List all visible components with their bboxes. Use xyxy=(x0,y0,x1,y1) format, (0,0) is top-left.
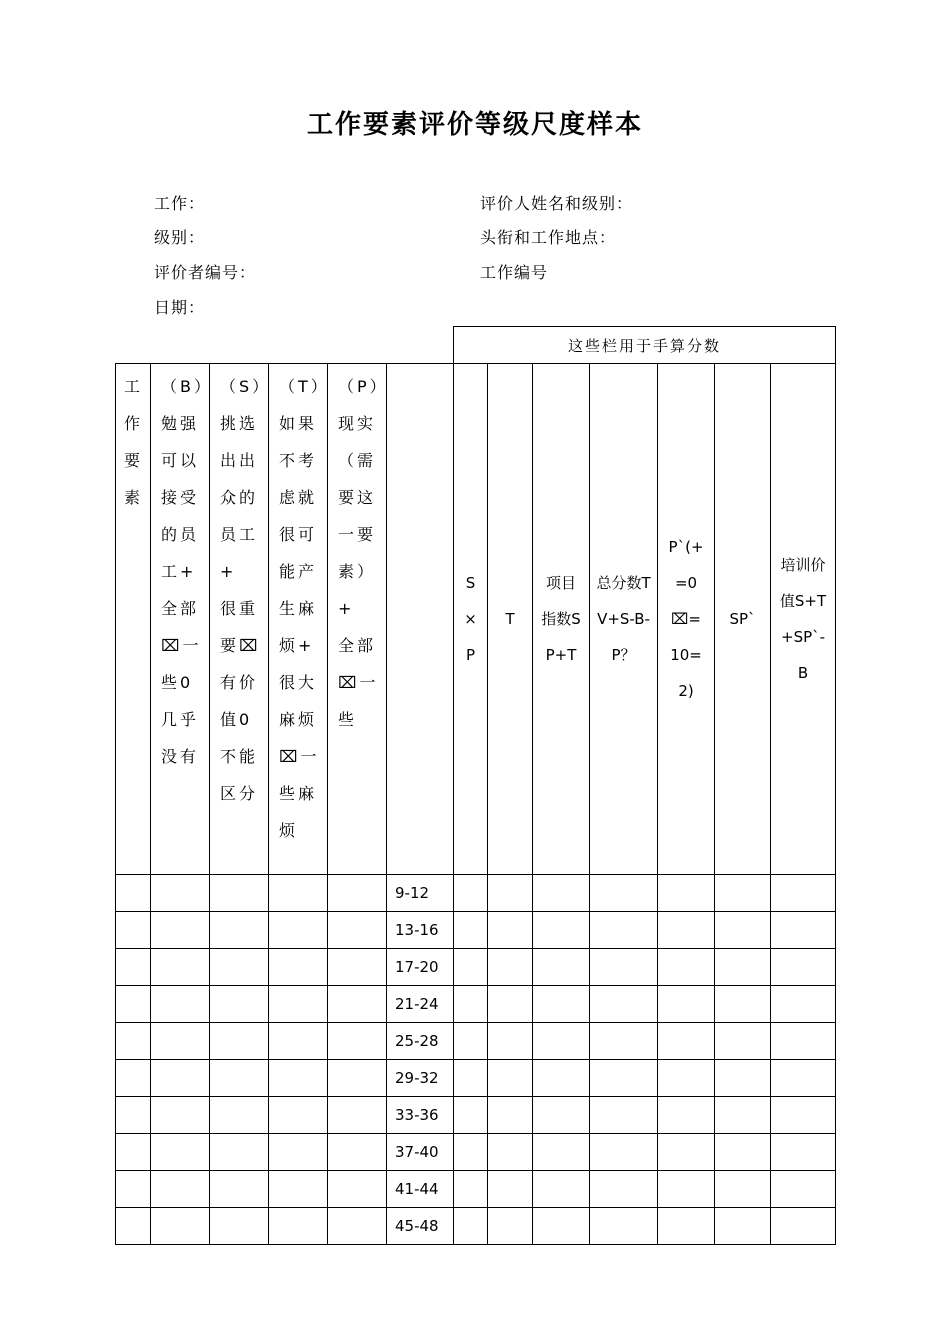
table-row xyxy=(116,1097,836,1134)
table-top-blank xyxy=(116,327,454,364)
col-header-s: （S）挑选出出众的员工+ 很重要⌧有价值0 不能区分 xyxy=(210,364,269,875)
table-row xyxy=(116,986,836,1023)
table-row xyxy=(116,875,836,912)
col-header-item-index: 项目指数SP+T xyxy=(533,364,590,875)
col-header-p: （P）现实（需要这一要素）+ 全部⌧一些 xyxy=(328,364,387,875)
evaluator-name-level-label: 评价人姓名和级别： xyxy=(480,194,634,213)
col-header-t: （T）如果不考虑就很可能产生麻烦+ 很大麻烦⌧一些麻烦 xyxy=(269,364,328,875)
col-header-element: 工作要素 xyxy=(116,364,151,875)
table-row xyxy=(116,912,836,949)
table-row xyxy=(116,1023,836,1060)
table-row xyxy=(116,1134,836,1171)
range-cell: 45-48 xyxy=(387,1208,454,1245)
col-header-t-calc: T xyxy=(488,364,533,875)
col-header-total: 总分数TV+S-B-P？ xyxy=(590,364,658,875)
col-header-p-prime: P`(+=0⌧=10=2) xyxy=(658,364,715,875)
table-row xyxy=(116,1208,836,1245)
title-location-label: 头衔和工作地点： xyxy=(480,228,617,247)
range-cell: 21-24 xyxy=(387,986,454,1023)
table-row xyxy=(116,1060,836,1097)
range-cell: 33-36 xyxy=(387,1097,454,1134)
job-no-label: 工作编号 xyxy=(480,263,549,282)
range-cell: 37-40 xyxy=(387,1134,454,1171)
range-cell: 9-12 xyxy=(387,875,454,912)
col-header-sxp: S×P xyxy=(454,364,488,875)
calc-columns-header: 这些栏用于手算分数 xyxy=(454,327,836,364)
page-title: 工作要素评价等级尺度样本 xyxy=(306,110,643,140)
date-label: 日期： xyxy=(154,298,206,317)
range-cell: 13-16 xyxy=(387,912,454,949)
range-cell: 25-28 xyxy=(387,1023,454,1060)
table-row xyxy=(116,1171,836,1208)
table-row xyxy=(116,949,836,986)
col-header-training: 培训价值S+T+SP`-B xyxy=(771,364,836,875)
col-header-b: （B）勉强可以接受的员工+ 全部⌧一些0 几乎没有 xyxy=(151,364,210,875)
job-label: 工作： xyxy=(154,194,206,213)
range-cell: 41-44 xyxy=(387,1171,454,1208)
evaluation-table xyxy=(115,326,836,1245)
range-cell: 17-20 xyxy=(387,949,454,986)
level-label: 级别： xyxy=(154,228,206,247)
evaluator-no-label: 评价者编号： xyxy=(154,263,257,282)
col-header-sp-prime: SP` xyxy=(715,364,771,875)
range-cell: 29-32 xyxy=(387,1060,454,1097)
col-header-range xyxy=(387,364,454,875)
